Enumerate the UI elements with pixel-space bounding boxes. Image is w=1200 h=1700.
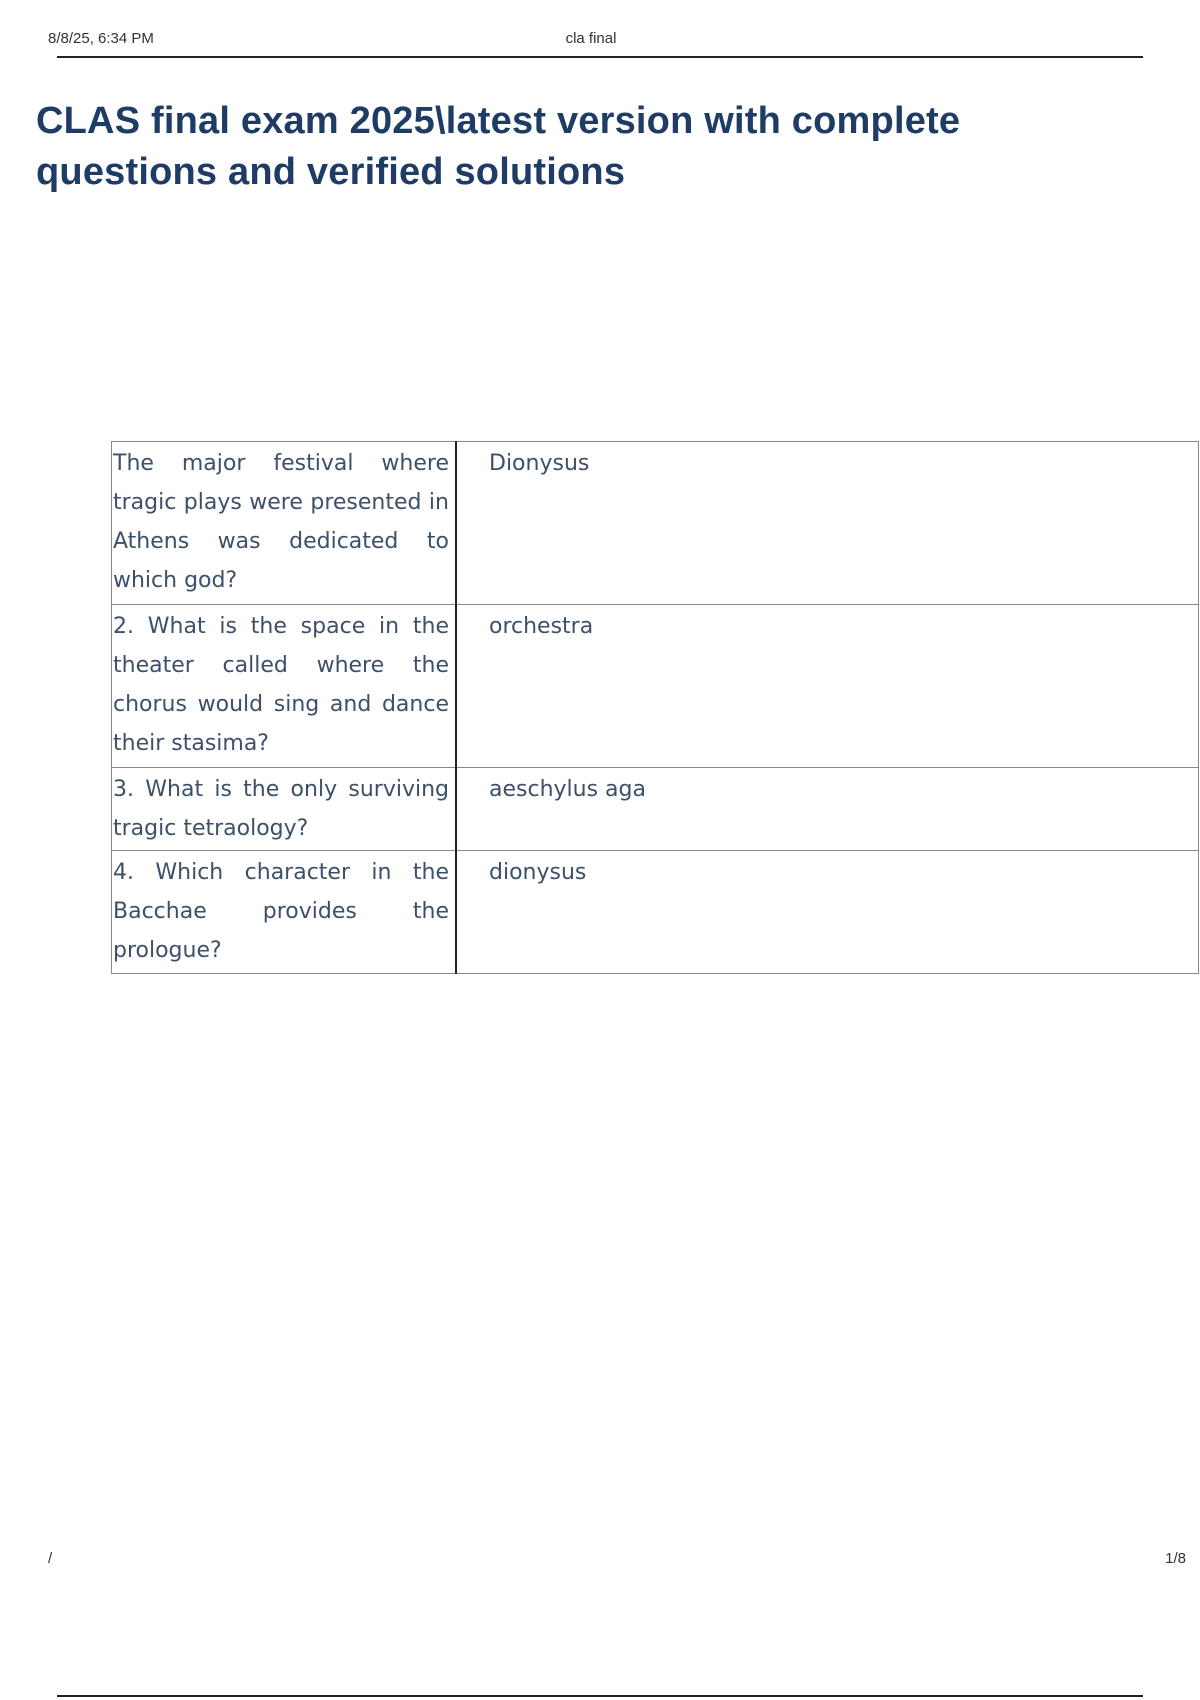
- table-row: [112, 851, 1199, 974]
- page-number: 1/8: [1165, 1550, 1186, 1567]
- answer-cell: dionysus: [456, 851, 1199, 974]
- print-page-title: cla final: [565, 30, 617, 47]
- qa-table: [111, 441, 1199, 974]
- question-cell: 3. What is the only surviving tragic tetraology?: [112, 768, 457, 851]
- question-cell: The major festival where tragic plays were presented in Athens was dedicated to which god?: [112, 442, 457, 605]
- print-footer: [46, 1550, 1186, 1570]
- table-row: [112, 442, 1199, 605]
- print-header: [46, 28, 1136, 48]
- document-title-line-2: questions and verified solutions: [36, 151, 626, 193]
- document-title: [36, 96, 1136, 198]
- header-divider: [57, 56, 1143, 58]
- question-cell: 2. What is the space in the theater called where the chorus would sing and dance their stasima?: [112, 605, 457, 768]
- answer-cell: orchestra: [456, 605, 1199, 768]
- footer-divider: [57, 1695, 1143, 1697]
- table-row: [112, 768, 1199, 851]
- print-date: 8/8/25, 6:34 PM: [48, 30, 154, 47]
- document-title-line-1: CLAS final exam 2025\latest version with complete: [36, 100, 961, 142]
- footer-url: /: [48, 1550, 53, 1567]
- answer-cell: Dionysus: [456, 442, 1199, 605]
- table-row: [112, 605, 1199, 768]
- answer-cell: aeschylus aga: [456, 768, 1199, 851]
- question-cell: 4. Which character in the Bacchae provides the prologue?: [112, 851, 457, 974]
